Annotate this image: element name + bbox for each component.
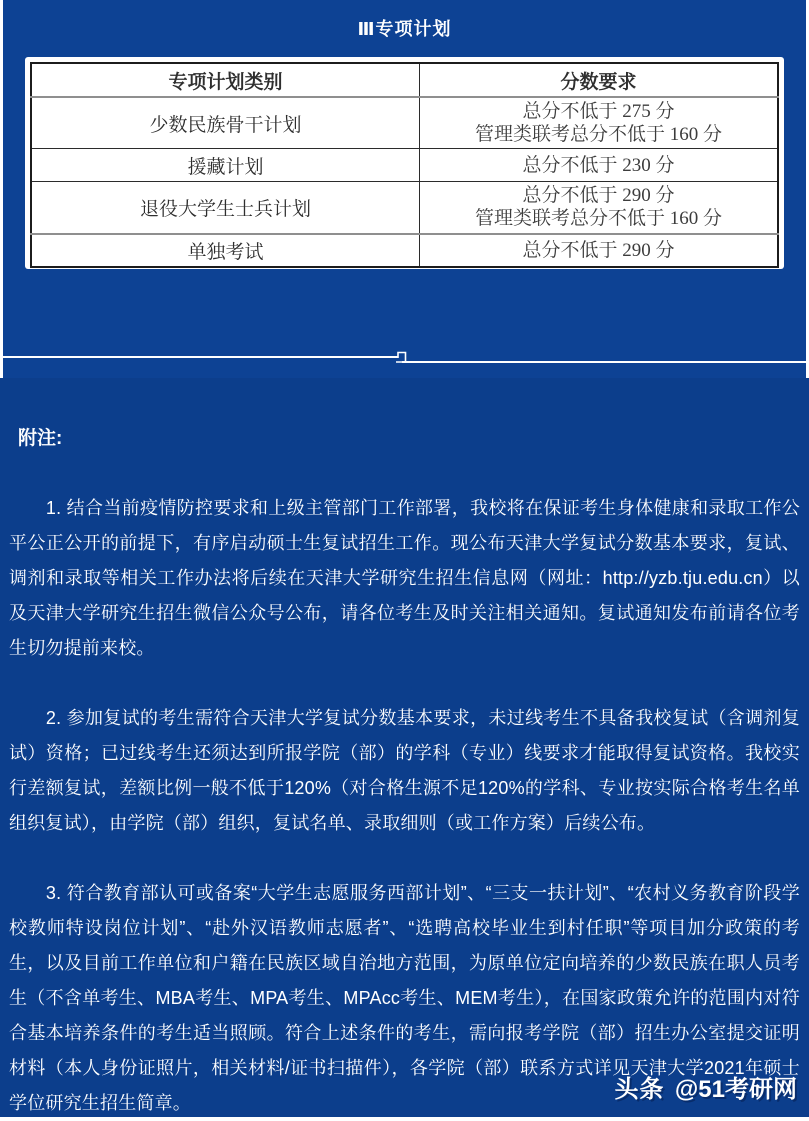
left-white-border bbox=[0, 0, 3, 378]
score-table-section bbox=[0, 0, 809, 378]
note-paragraph-1: 1. 结合当前疫情防控要求和上级主管部门工作部署，我校将在保证考生身体健康和录取工作公平公正公开的前提下，有序启动硕士生复试招生工作。现公布天津大学复试分数基本要求，复试、调剂和录取等相关工作办法将后续在天津大学研究生招生信息网（网址：http://yzb.tju.edu.cn）以及天津大学研究生招生微信公众号公布，请各位考生及时关注相关通知。复试通知发布前请各位考生切勿提前来校。 bbox=[9, 498, 800, 658]
score-line: 总分不低于 290 分 bbox=[522, 185, 675, 207]
plan-score-requirement bbox=[419, 149, 778, 182]
score-line: 管理类联考总分不低于 160 分 bbox=[474, 124, 722, 145]
section-break-icon bbox=[0, 348, 809, 370]
plan-score-requirement bbox=[419, 234, 778, 267]
watermark-brand-toutiao: 头条 bbox=[614, 1076, 665, 1103]
plan-category: 援藏计划 bbox=[31, 149, 419, 182]
watermark-handle: @51考研网 bbox=[674, 1076, 797, 1103]
score-line: 总分不低于 290 分 bbox=[522, 239, 675, 261]
plan-category: 退役大学生士兵计划 bbox=[31, 182, 419, 234]
watermark bbox=[614, 1069, 797, 1104]
note-paragraph-2: 2. 参加复试的考生需符合天津大学复试分数基本要求，未过线考生不具备我校复试（含调剂复试）资格；已过线考生还须达到所报学院（部）的学科（专业）线要求才能取得复试资格。我校实行差额复试，差额比例一般不低于120%（对合格生源不足120%的学科、专业按实际合格考生名单组织复试），由学院（部）组织，复试名单、录取细则（或工作方案）后续公布。 bbox=[9, 708, 800, 833]
special-plan-table bbox=[30, 62, 779, 268]
section-title: Ⅲ专项计划 bbox=[357, 19, 452, 39]
plan-score-requirement bbox=[419, 97, 778, 149]
notes-heading: 附注: bbox=[18, 428, 63, 449]
table-row bbox=[31, 182, 778, 234]
score-line: 总分不低于 230 分 bbox=[522, 154, 675, 176]
table-row bbox=[31, 97, 778, 149]
col-header-category: 专项计划类别 bbox=[31, 63, 419, 97]
table-row bbox=[31, 234, 778, 267]
note-paragraph-3: 3. 符合教育部认可或备案“大学生志愿服务西部计划”、“三支一扶计划”、“农村义务教育阶段学校教师特设岗位计划”、“赴外汉语教师志愿者”、“选聘高校毕业生到村任职”等项目加分政策的考生，以及目前工作单位和户籍在民族区域自治地方范围，为原单位定向培养的少数民族在职人员考生（不含单考生、MBA考生、MPA考生、MPAcc考生、MEM考生），在国家政策允许的范围内对符合基本培养条件的考生适当照顾。符合上述条件的考生，需向报考学院（部）招生办公室提交证明材料（本人身份证照片，相关材料/证书扫描件），各学院（部）联系方式详见天津大学2021年硕士学位研究生招生简章。 bbox=[9, 883, 800, 1113]
table-card bbox=[25, 57, 784, 269]
plan-category: 单独考试 bbox=[31, 234, 419, 267]
plan-score-requirement bbox=[419, 182, 778, 234]
col-header-score: 分数要求 bbox=[419, 63, 778, 97]
table-header-row bbox=[31, 63, 778, 97]
notes-section bbox=[0, 378, 809, 1117]
table-row bbox=[31, 149, 778, 182]
plan-category: 少数民族骨干计划 bbox=[31, 97, 419, 149]
score-line: 总分不低于 275 分 bbox=[522, 101, 675, 122]
score-line: 管理类联考总分不低于 160 分 bbox=[474, 208, 722, 230]
